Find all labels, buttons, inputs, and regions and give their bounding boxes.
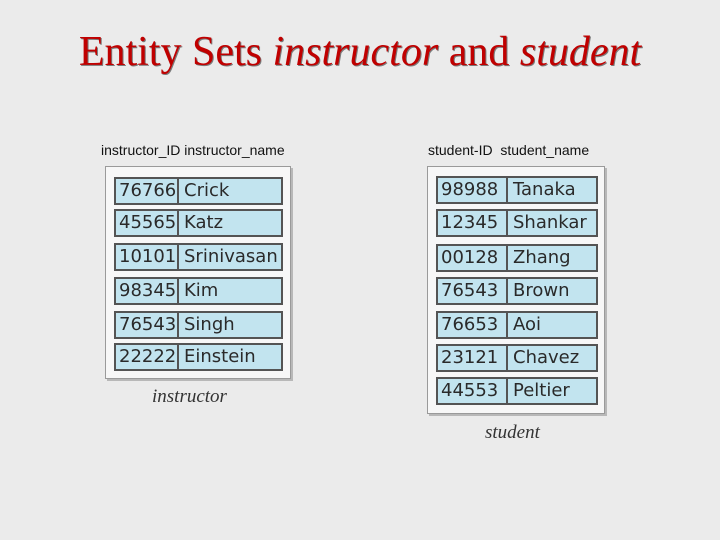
student-name-cell: Zhang: [513, 247, 571, 268]
table-row: [114, 277, 283, 305]
table-row: [436, 344, 598, 372]
table-row: [436, 209, 598, 237]
instructor-id-cell: 76543: [116, 313, 179, 337]
instructor-id-cell: 76766: [116, 179, 179, 203]
instructor-name-cell: Srinivasan: [184, 246, 278, 267]
student-id-cell: 76543: [438, 279, 508, 303]
student-name-cell: Shankar: [513, 212, 587, 233]
student-table: [427, 166, 605, 414]
student-id-cell: 00128: [438, 246, 508, 270]
student-id-cell: 98988: [438, 178, 508, 202]
instructor-name-cell: Einstein: [184, 346, 256, 367]
table-row: [436, 244, 598, 272]
table-row: [436, 377, 598, 405]
student-header: [428, 142, 589, 158]
student-name-cell: Tanaka: [513, 179, 576, 200]
title-and: and: [448, 29, 510, 75]
student-name-cell: Brown: [513, 280, 570, 301]
instructor-header: [101, 142, 285, 158]
table-row: [114, 343, 283, 371]
table-row: [436, 176, 598, 204]
instructor-name-cell: Crick: [184, 180, 230, 201]
table-row: [114, 209, 283, 237]
student-id-cell: 44553: [438, 379, 508, 403]
table-row: [436, 277, 598, 305]
title-word-instructor: instructor: [272, 29, 439, 75]
table-row: [114, 311, 283, 339]
table-row: [114, 177, 283, 205]
instructor-id-header: instructor_ID: [101, 142, 181, 158]
title-prefix: Entity Sets: [78, 29, 262, 75]
student-name-cell: Chavez: [513, 347, 580, 368]
student-id-cell: 12345: [438, 211, 508, 235]
student-id-header: student-ID: [428, 142, 493, 158]
instructor-name-cell: Kim: [184, 280, 219, 301]
student-name-header: student_name: [500, 142, 590, 158]
instructor-table: [105, 166, 291, 379]
slide-title: [0, 28, 720, 76]
student-id-cell: 76653: [438, 313, 508, 337]
student-name-cell: Peltier: [513, 380, 570, 401]
instructor-id-cell: 45565: [116, 211, 179, 235]
table-row: [114, 243, 283, 271]
instructor-id-cell: 98345: [116, 279, 179, 303]
instructor-caption: instructor: [152, 386, 227, 407]
instructor-id-cell: 22222: [116, 345, 179, 369]
student-name-cell: Aoi: [513, 314, 542, 335]
instructor-name-header: instructor_name: [184, 142, 285, 158]
table-row: [436, 311, 598, 339]
student-caption: student: [485, 422, 540, 443]
instructor-id-cell: 10101: [116, 245, 179, 269]
title-word-student: student: [519, 29, 642, 75]
instructor-name-cell: Katz: [184, 212, 224, 233]
student-id-cell: 23121: [438, 346, 508, 370]
instructor-name-cell: Singh: [184, 314, 235, 335]
